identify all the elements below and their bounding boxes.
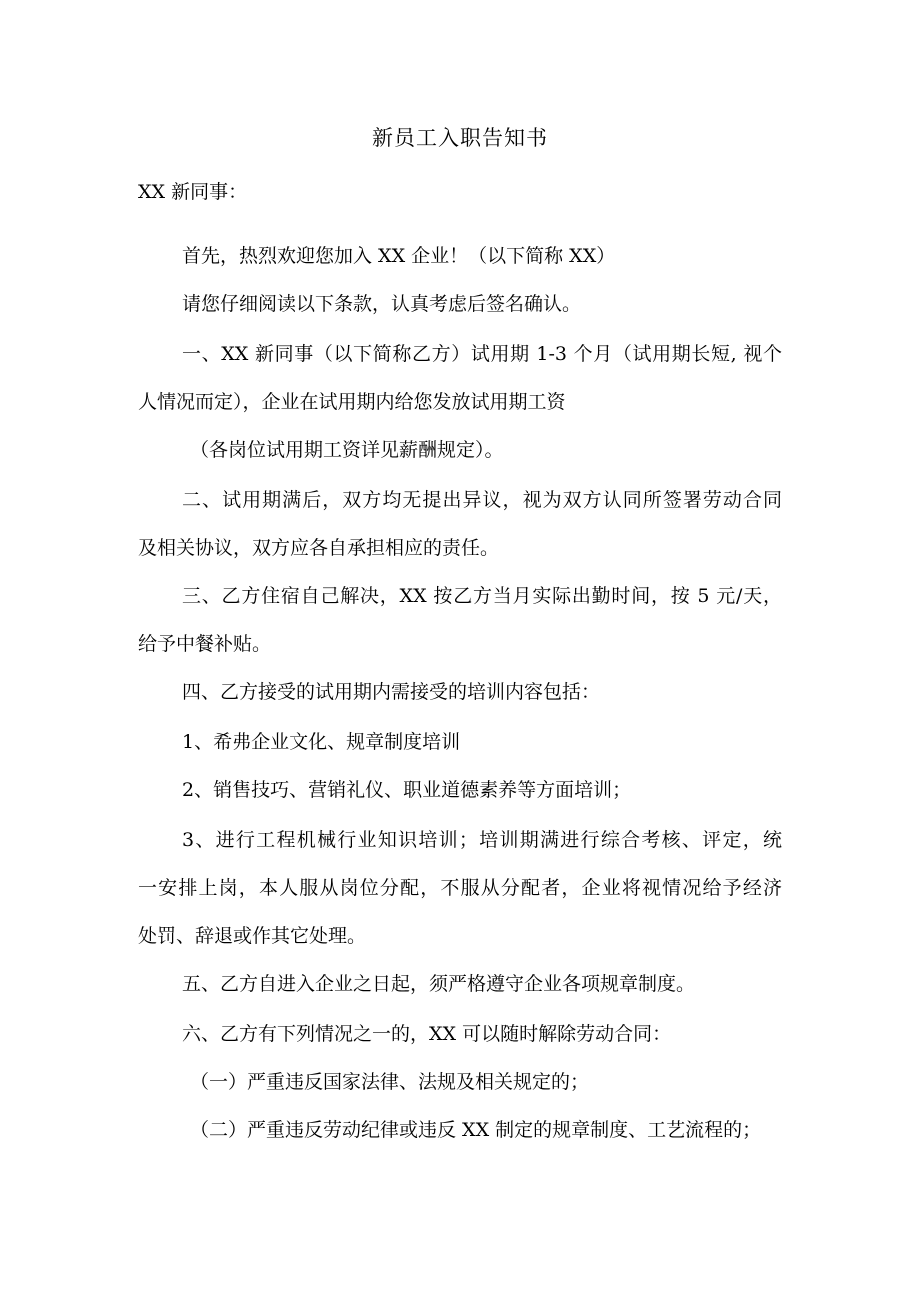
clause-6-item-2: （二）严重违反劳动纪律或违反 XX 制定的规章制度、工艺流程的；: [190, 1119, 762, 1141]
clause-3-line-2: 给予中餐补贴。: [138, 633, 272, 655]
clause-5: 五、乙方自进入企业之日起，须严格遵守企业各项规章制度。: [182, 973, 696, 995]
clause-6-heading: 六、乙方有下列情况之一的，XX 可以随时解除劳动合同：: [182, 1023, 672, 1045]
training-item-3-line-2: 一安排上岗，本人服从岗位分配，不服从分配者，企业将视情况给予经济: [138, 877, 782, 899]
paragraph-read-terms: 请您仔细阅读以下条款，认真考虑后签名确认。: [182, 293, 582, 315]
clause-1-line-2: 人情况而定），企业在试用期内给您发放试用期工资: [138, 391, 566, 413]
clause-4-heading: 四、乙方接受的试用期内需接受的培训内容包括：: [182, 681, 601, 703]
clause-2-line-1: 二、试用期满后，双方均无提出异议，视为双方认同所签署劳动合同: [182, 489, 782, 511]
salutation: XX 新同事：: [138, 181, 248, 203]
training-item-2: 2、销售技巧、营销礼仪、职业道德素养等方面培训；: [182, 779, 632, 801]
clause-6-item-1: （一）严重违反国家法律、法规及相关规定的；: [190, 1071, 590, 1093]
clause-3-line-1: 三、乙方住宿自己解决，XX 按乙方当月实际出勤时间，按 5 元/天，: [182, 585, 782, 607]
document-title: 新员工入职告知书: [372, 126, 548, 150]
clause-1-line-1: 一、XX 新同事（以下简称乙方）试用期 1-3 个月（试用期长短, 视个: [182, 343, 782, 365]
clause-1-line-3: （各岗位试用期工资详见薪酬规定）。: [190, 439, 504, 461]
training-item-1: 1、希弗企业文化、规章制度培训: [182, 731, 461, 753]
training-item-3-line-1: 3、进行工程机械行业知识培训；培训期满进行综合考核、评定，统: [182, 829, 782, 851]
training-item-3-line-3: 处罚、辞退或作其它处理。: [138, 925, 367, 947]
clause-2-line-2: 及相关协议，双方应各自承担相应的责任。: [138, 537, 500, 559]
paragraph-welcome: 首先，热烈欢迎您加入 XX 企业！（以下简称 XX）: [182, 245, 616, 267]
